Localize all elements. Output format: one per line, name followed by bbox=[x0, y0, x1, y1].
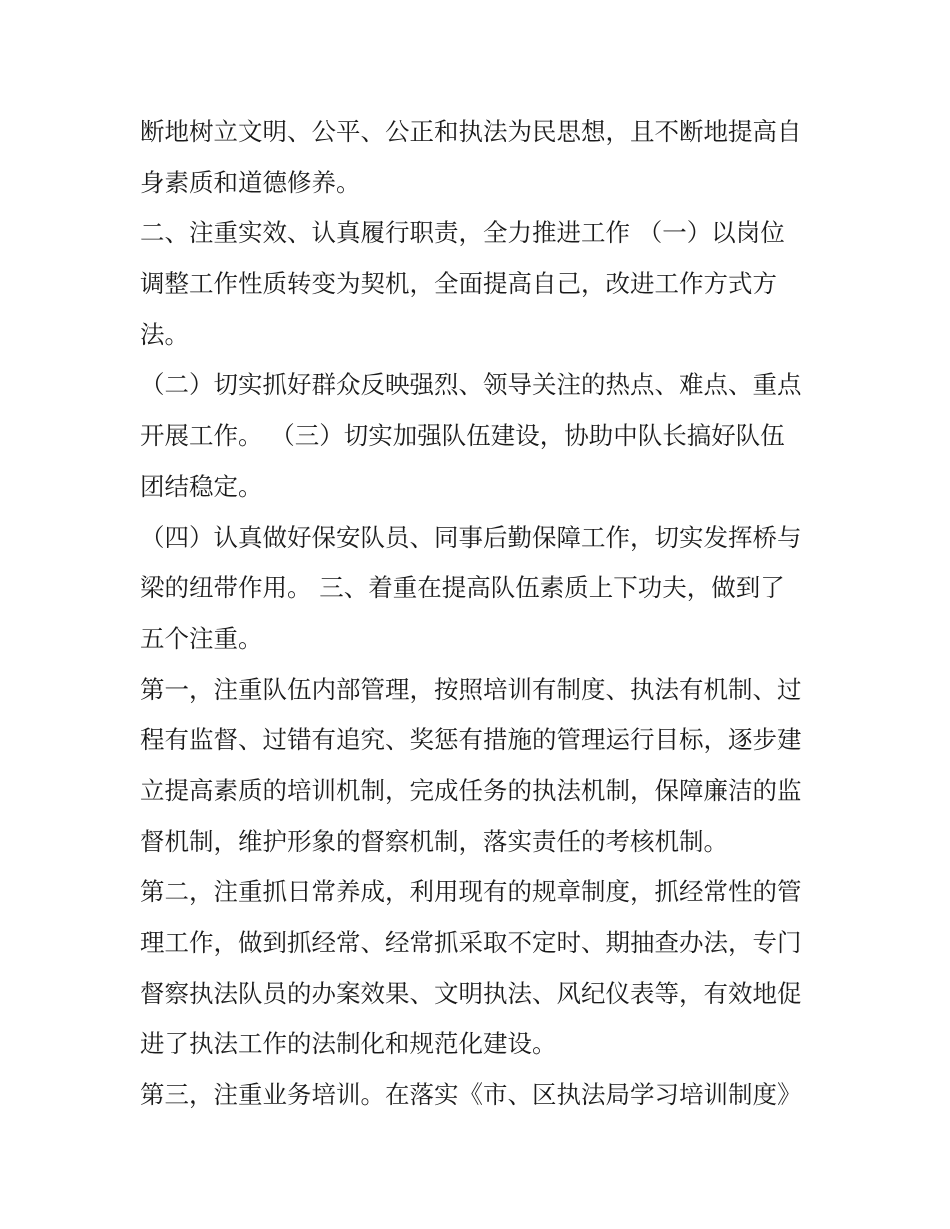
text-line: 理工作，做到抓经常、经常抓采取不定时、期抽查办法，专门 bbox=[140, 928, 802, 957]
text-line: 督机制，维护形象的督察机制，落实责任的考核机制。 bbox=[140, 826, 728, 856]
text-line: 进了执法工作的法制化和规范化建设。 bbox=[140, 1029, 557, 1059]
text-line: 二、注重实效、认真履行职责，全力推进工作 （一）以岗位 bbox=[140, 218, 785, 248]
text-line: 程有监督、过错有追究、奖惩有措施的管理运行目标，逐步建 bbox=[140, 725, 802, 755]
text-line: 身素质和道德修养。 bbox=[140, 167, 361, 197]
text-line: 梁的纽带作用。 三、着重在提高队伍素质上下功夫，做到了 bbox=[140, 573, 785, 603]
text-line: 第二，注重抓日常养成，利用现有的规章制度，抓经常性的管 bbox=[140, 877, 802, 907]
text-line: 督察执法队员的办案效果、文明执法、风纪仪表等，有效地促 bbox=[140, 978, 802, 1008]
text-line: 五个注重。 bbox=[140, 623, 263, 653]
text-line: （四）认真做好保安队员、同事后勤保障工作，切实发挥桥与 bbox=[140, 522, 802, 552]
text-line: 立提高素质的培训机制，完成任务的执法机制，保障廉洁的监 bbox=[140, 775, 802, 805]
text-line: （二）切实抓好群众反映强烈、领导关注的热点、难点、重点 bbox=[140, 370, 802, 400]
document-body bbox=[140, 107, 815, 1121]
text-line: 法。 bbox=[140, 319, 189, 349]
text-line: 调整工作性质转变为契机，全面提高自己，改进工作方式方 bbox=[140, 269, 777, 299]
text-line: 断地树立文明、公平、公正和执法为民思想，且不断地提高自 bbox=[140, 117, 802, 146]
text-line: 团结稳定。 bbox=[140, 471, 263, 501]
text-line: 第一，注重队伍内部管理，按照培训有制度、执法有机制、过 bbox=[140, 674, 802, 704]
text-line: 开展工作。 （三）切实加强队伍建设，协助中队长搞好队伍 bbox=[140, 421, 785, 451]
text-line: 第三，注重业务培训。在落实《市、区执法局学习培训制度》 bbox=[140, 1080, 802, 1110]
